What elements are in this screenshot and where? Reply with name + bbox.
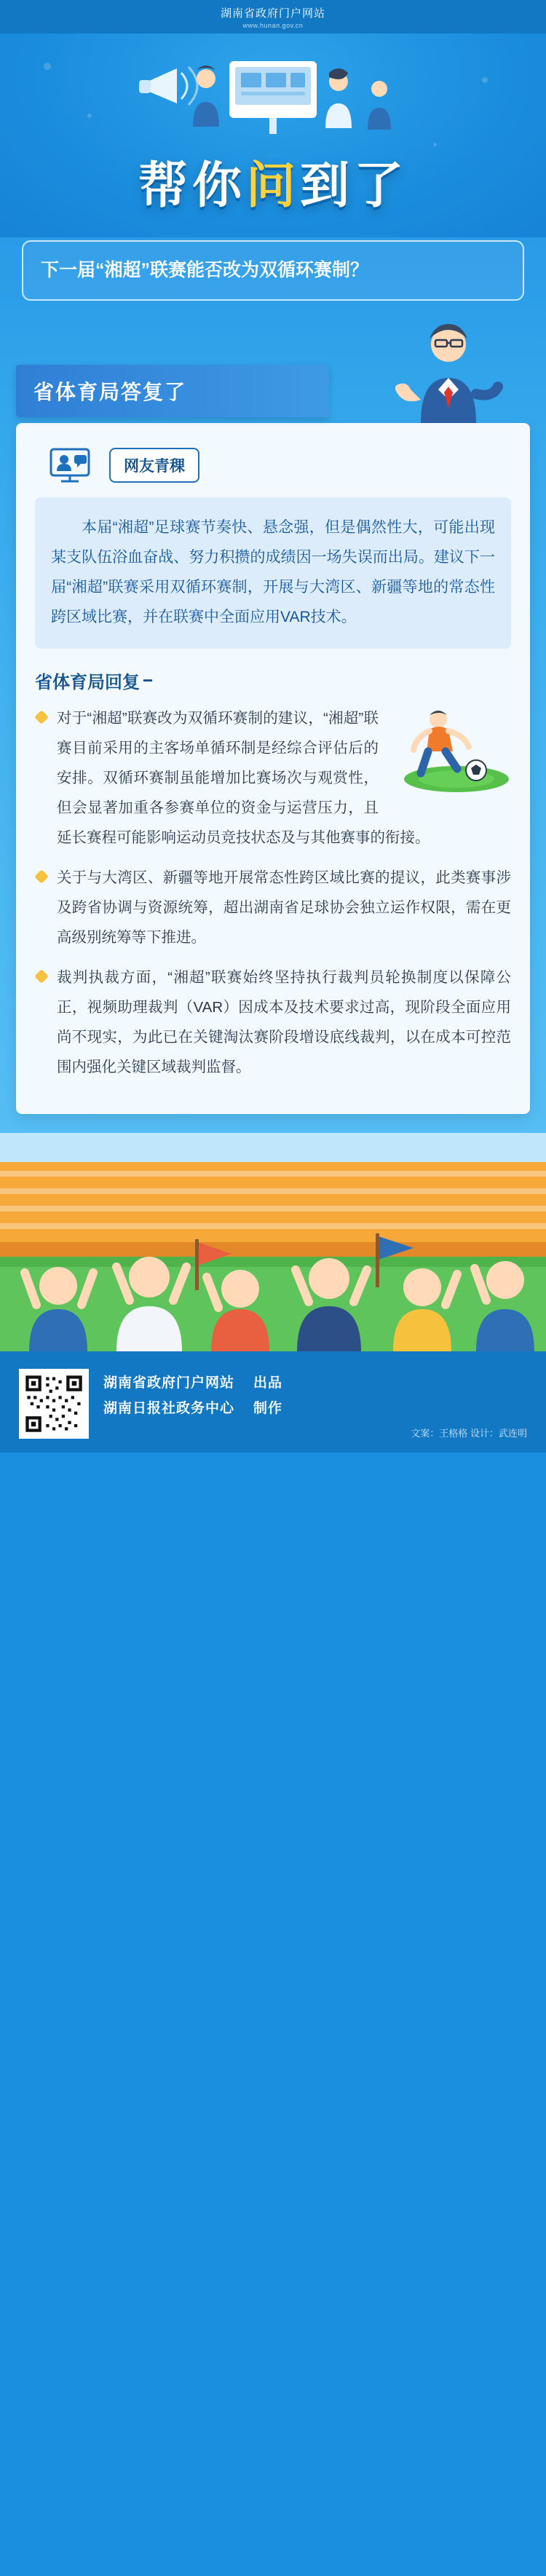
hero-section bbox=[0, 33, 546, 237]
made-by-org: 湖南日报社政务中心 bbox=[103, 1400, 235, 1416]
page-title-part1: 帮你 bbox=[138, 157, 246, 215]
reply-paragraph-text: 对于“湘超”联赛改为双循环赛制的建议，“湘超”联赛目前采用的主客场单循环制是经综合评估后的安排。双循环赛制虽能增加比赛场次与观赏性，但会显著加重各参赛单位的资金与运营压力，且延长赛程可能影响运动员竞技状态及与其他赛事的衔接。 bbox=[57, 709, 430, 846]
qr-code[interactable] bbox=[19, 1369, 89, 1439]
monitor-chat-icon bbox=[50, 446, 96, 484]
site-name: 湖南省政府门户网站 bbox=[220, 7, 325, 20]
bottom-bar bbox=[0, 1351, 546, 1453]
page-title-part2: 到了 bbox=[300, 157, 408, 215]
reply-paragraph-text: 裁判执裁方面，“湘超”联赛始终坚持执行裁判员轮换制度以保障公正，视频助理裁判（VAR）因成本及技术要求过高，现阶段全面应用尚不现实，为此已在关键淘汰赛阶段增设底线裁判，以在成本可控范围内强化关键区域裁判监督。 bbox=[57, 968, 511, 1075]
official-man-illustration bbox=[379, 314, 517, 423]
decor-dot bbox=[87, 114, 92, 118]
netizen-row bbox=[35, 442, 511, 497]
answer-card bbox=[16, 423, 530, 1114]
reply-section-title-dashes: -- bbox=[143, 670, 151, 690]
page-title bbox=[0, 146, 546, 217]
answer-banner-label: 省体育局答复了 bbox=[16, 365, 329, 417]
produced-by-label: 出品 bbox=[253, 1375, 283, 1391]
produced-by-org: 湖南省政府门户网站 bbox=[103, 1375, 235, 1391]
reply-paragraph-text: 关于与大湾区、新疆等地开展常态性跨区域比赛的提议，此类赛事涉及跨省协调与资源统筹，超出湖南省足球协会独立运作权限，需在更高级别统筹等下推进。 bbox=[57, 869, 511, 946]
answer-header bbox=[0, 314, 546, 423]
produced-by-line bbox=[103, 1372, 527, 1391]
diamond-bullet-icon bbox=[34, 710, 49, 724]
made-by-label: 制作 bbox=[253, 1400, 283, 1416]
reply-section-title-text: 省体育局回复 bbox=[35, 672, 140, 692]
people-with-megaphone-and-screen-illustration bbox=[120, 41, 426, 143]
question-section bbox=[0, 237, 546, 307]
site-url: www.hunan.gov.cn bbox=[242, 21, 304, 29]
page-title-highlight: 问 bbox=[245, 157, 300, 215]
diamond-bullet-icon bbox=[34, 969, 49, 984]
credits-line: 文案：王格格 设计：武连明 bbox=[411, 1427, 527, 1439]
top-bar bbox=[0, 0, 546, 33]
question-text: 下一届“湘超”联赛能否改为双循环赛制？ bbox=[22, 240, 524, 301]
stadium-crowd-illustration bbox=[0, 1133, 546, 1351]
reply-paragraph bbox=[35, 703, 511, 853]
decor-dot bbox=[44, 63, 51, 70]
decor-dot bbox=[482, 77, 488, 83]
bottom-text-block bbox=[103, 1369, 527, 1439]
netizen-name-tag: 网友青稞 bbox=[109, 448, 199, 483]
diamond-bullet-icon bbox=[34, 869, 49, 884]
reply-paragraph bbox=[35, 863, 511, 952]
soccer-player-illustration bbox=[387, 703, 511, 794]
netizen-question-text: 本届“湘超”足球赛节奏快、悬念强，但是偶然性大，可能出现某支队伍浴血奋战、努力积攒的成绩因一场失误而出局。建议下一届“湘超”联赛采用双循环赛制，开展与大湾区、新疆等地的常态性跨区域比赛，并在联赛中全面应用VAR技术。 bbox=[35, 497, 511, 649]
reply-section-title bbox=[35, 668, 511, 693]
reply-paragraph bbox=[35, 963, 511, 1082]
stadium-section bbox=[0, 1133, 546, 1351]
made-by-line bbox=[103, 1397, 527, 1417]
